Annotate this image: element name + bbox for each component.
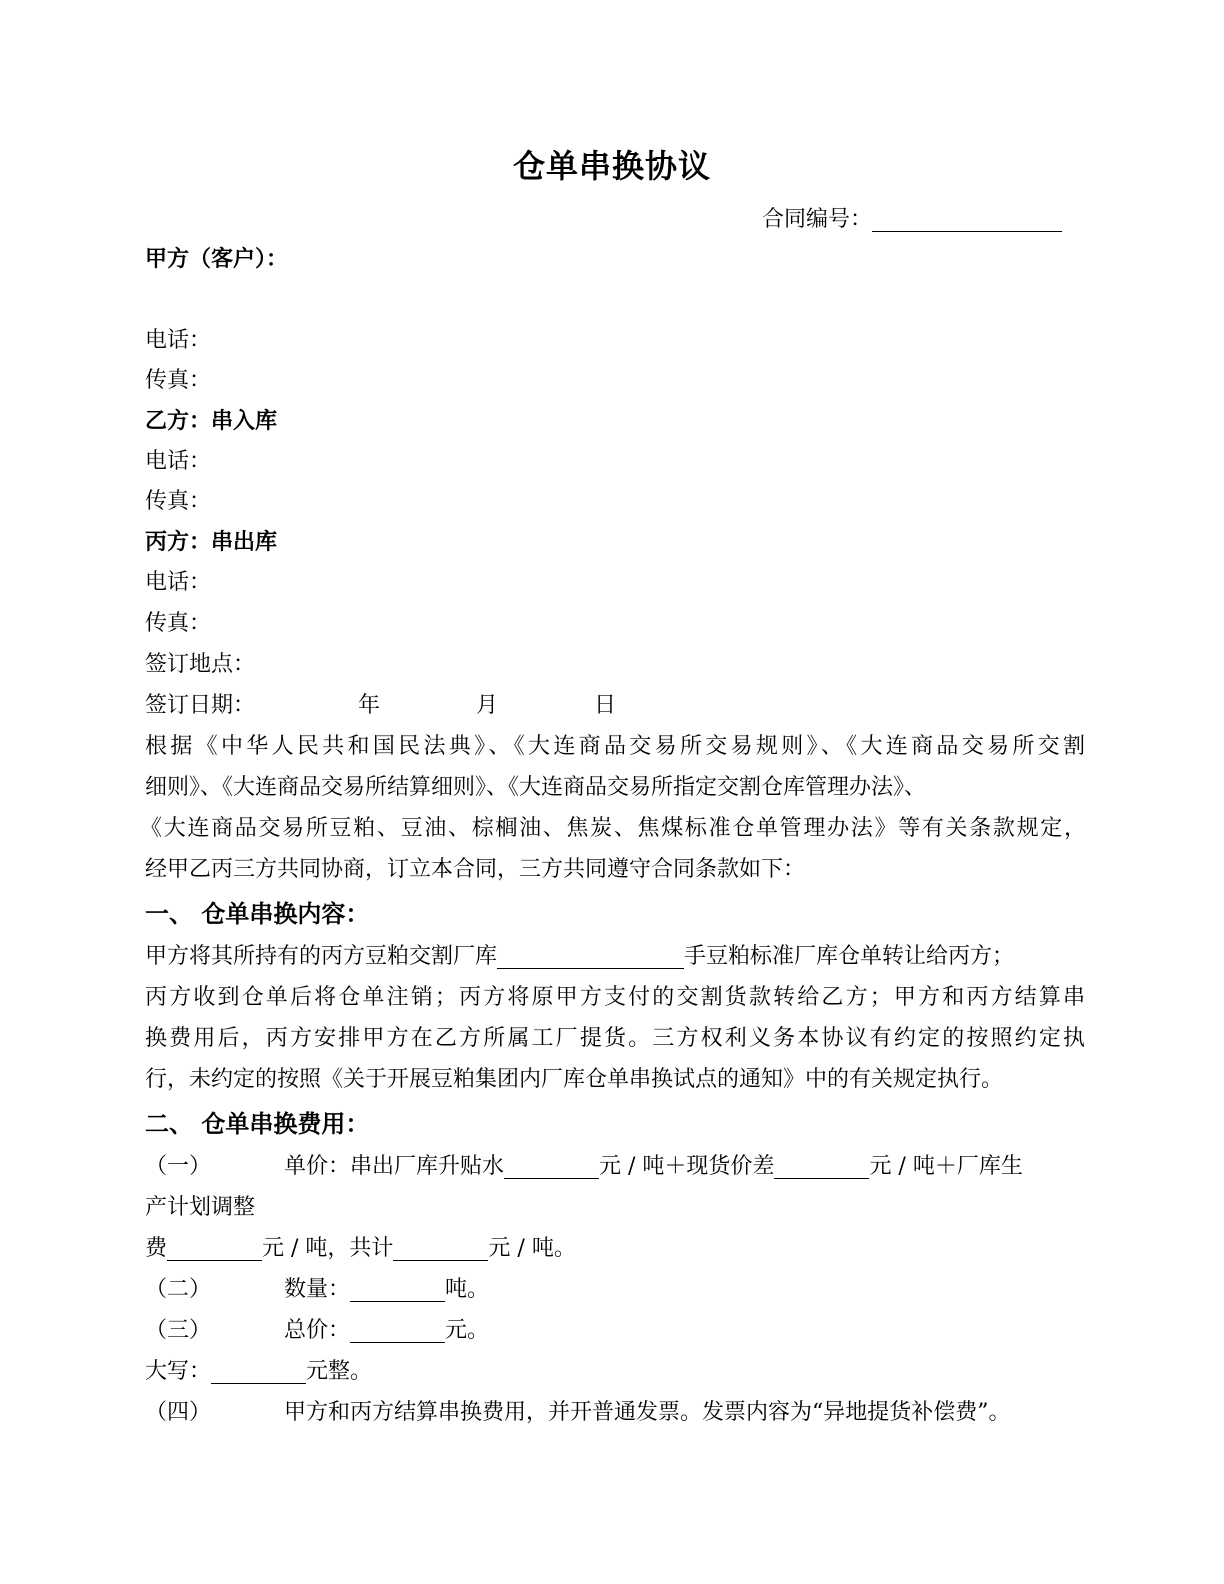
daxie <box>145 1352 1085 1392</box>
item-4 <box>145 1393 1085 1433</box>
party-b-fax: 传真： <box>145 489 212 514</box>
quantity-blank <box>350 1275 445 1302</box>
item-1-num: （一） <box>145 1154 212 1179</box>
daxie-blank <box>211 1357 306 1384</box>
lots-blank <box>497 942 684 969</box>
contract-number-label: 合同编号： <box>762 207 873 232</box>
spot-diff-blank <box>774 1152 869 1179</box>
party-c-phone: 电话： <box>145 570 212 595</box>
item-4-text: 甲方和丙方结算串换费用，并开普通发票。发票内容为“异地提货补偿费”。 <box>284 1400 1011 1425</box>
party-a-fax: 传真： <box>145 368 212 393</box>
item-1-text: 费 <box>145 1236 168 1261</box>
item-1-text: 元 / 吨＋厂库生 <box>869 1154 1023 1179</box>
total-price-blank <box>350 1316 445 1343</box>
item-4-num: （四） <box>145 1400 212 1425</box>
section-1-heading: 一、 仓单串换内容： <box>145 900 370 928</box>
sign-date-year: 年 <box>358 693 381 718</box>
preamble-line: 经甲乙丙三方共同协商，订立本合同，三方共同遵守合同条款如下： <box>145 857 806 882</box>
contract-number-blank <box>872 205 1062 232</box>
premium-blank <box>504 1152 599 1179</box>
item-1-text: 元 / 吨。 <box>488 1236 576 1261</box>
preamble-line: 根据《中华人民共和国民法典》、《大连商品交易所交易规则》、《大连商品交易所交割 <box>145 734 1085 759</box>
daxie-text: 元整。 <box>306 1359 373 1384</box>
contract-number <box>762 200 1062 240</box>
item-1-text: 元 / 吨＋现货价差 <box>599 1154 775 1179</box>
sign-date <box>145 686 1085 726</box>
party-c-label: 丙方：串出库 <box>145 530 278 555</box>
sign-date-day: 日 <box>594 693 617 718</box>
item-2 <box>145 1270 1085 1310</box>
daxie-label: 大写： <box>145 1359 212 1384</box>
party-c-fax: 传真： <box>145 611 212 636</box>
item-1-text: 元 / 吨，共计 <box>262 1236 394 1261</box>
party-a-phone: 电话： <box>145 328 212 353</box>
preamble-line: 细则》、《大连商品交易所结算细则》、《大连商品交易所指定交割仓库管理办法》、 <box>145 775 927 800</box>
item-1-fee <box>145 1229 1085 1269</box>
sign-place: 签订地点： <box>145 652 256 677</box>
party-b-label: 乙方：串入库 <box>145 409 278 434</box>
sign-date-label: 签订日期： <box>145 693 256 718</box>
section-1-line <box>145 937 1085 977</box>
section-1-line: 换费用后，丙方安排甲方在乙方所属工厂提货。三方权利义务本协议有约定的按照约定执 <box>145 1026 1085 1051</box>
item-2-num: （二） <box>145 1277 212 1302</box>
preamble-line: 《大连商品交易所豆粕、豆油、棕榈油、焦炭、焦煤标准仓单管理办法》等有关条款规定， <box>140 816 1086 841</box>
item-3-text: 总价： <box>284 1318 351 1343</box>
item-1-cont: 产计划调整 <box>145 1195 256 1220</box>
unit-total-blank <box>393 1234 488 1261</box>
adjust-fee-blank <box>167 1234 262 1261</box>
item-3-text: 元。 <box>445 1318 490 1343</box>
document-title: 仓单串换协议 <box>512 147 711 185</box>
section-2-heading: 二、 仓单串换费用： <box>145 1110 370 1138</box>
item-2-text: 吨。 <box>445 1277 490 1302</box>
sign-date-month: 月 <box>476 693 499 718</box>
item-3 <box>145 1311 1085 1351</box>
section-1-text: 手豆粕标准厂库仓单转让给丙方； <box>684 944 1015 969</box>
item-1-text: 单价：串出厂库升贴水 <box>284 1154 505 1179</box>
item-1 <box>145 1147 1085 1187</box>
party-a-label: 甲方（客户）： <box>145 247 289 272</box>
party-b-phone: 电话： <box>145 449 212 474</box>
section-1-line: 行，未约定的按照《关于开展豆粕集团内厂库仓单串换试点的通知》中的有关规定执行。 <box>145 1067 1004 1092</box>
section-1-text: 甲方将其所持有的丙方豆粕交割厂库 <box>145 944 498 969</box>
item-3-num: （三） <box>145 1318 212 1343</box>
section-1-line: 丙方收到仓单后将仓单注销；丙方将原甲方支付的交割货款转给乙方；甲方和丙方结算串 <box>145 985 1085 1010</box>
item-2-text: 数量： <box>284 1277 351 1302</box>
